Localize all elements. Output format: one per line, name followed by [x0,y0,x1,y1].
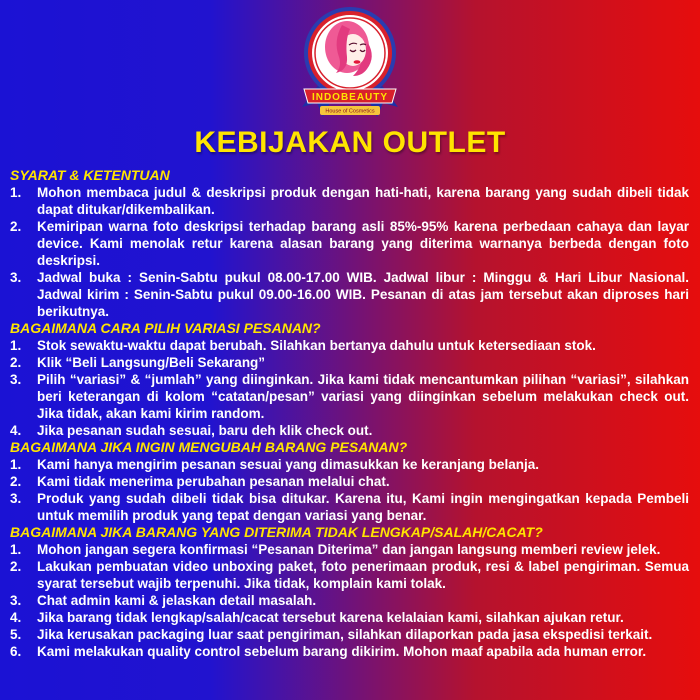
list-item [10,371,689,422]
item-number: 1. [10,338,22,353]
item-number: 3. [10,593,22,608]
list-item [10,184,689,218]
item-number: 1. [10,542,22,557]
item-text: Pilih “variasi” & “jumlah” yang diinginkan. Jika kami tidak mencantumkan pilihan “variasi”, silahkan beri keterangan di kolom “catatan/pesan” variasi yang diinginkan sebelum melakukan check out. Jika tidak, akan kami kirim random. [37,372,689,421]
list-item [10,218,689,269]
list-item [10,422,689,439]
list-item [10,473,689,490]
item-number: 4. [10,610,22,625]
list-item [10,558,689,592]
item-text: Jika pesanan sudah sesuai, baru deh klik check out. [37,423,373,438]
section-syarat-ketentuan [10,167,689,320]
item-text: Lakukan pembuatan video unboxing paket, foto penerimaan produk, resi & label pengiriman. Semua syarat tersebut wajib terpenuhi. Jika tidak, komplain kami tolak. [37,559,689,591]
item-number: 6. [10,644,22,659]
list-item [10,456,689,473]
list-item [10,609,689,626]
brand-logo [0,0,700,123]
brand-tagline: House of Cosmetics [325,108,375,115]
page-title: KEBIJAKAN OUTLET [194,126,506,159]
item-text: Mohon jangan segera konfirmasi “Pesanan Diterima” dan jangan langsung memberi review jelek. [37,542,661,557]
item-text: Kemiripan warna foto deskripsi terhadap barang asli 85%-95% karena perbedaan cahaya dan layar device. Kami menolak retur karena alasan barang yang diterima warnanya berbeda dengan foto deskripsi. [37,219,689,268]
item-text: Klik “Beli Langsung/Beli Sekarang” [37,355,266,370]
item-text: Jadwal buka : Senin-Sabtu pukul 08.00-17.00 WIB. Jadwal libur : Minggu & Hari Libur Nasional. Jadwal kirim : Senin-Sabtu pukul 09.00-16.00 WIB. Pesanan di atas jam tersebut akan diproses hari berikutnya. [37,270,689,319]
item-number: 3. [10,491,22,506]
item-number: 1. [10,185,22,200]
list-item [10,269,689,320]
item-number: 5. [10,627,22,642]
item-number: 3. [10,270,22,285]
item-number: 2. [10,219,22,234]
section-mengubah-pesanan [10,439,689,524]
section-heading: BAGAIMANA JIKA INGIN MENGUBAH BARANG PESANAN? [10,439,408,455]
item-text: Mohon membaca judul & deskripsi produk dengan hati-hati, karena barang yang sudah dibeli tidak dapat ditukar/dikembalikan. [37,185,689,217]
section-barang-tidak-lengkap [10,524,689,660]
item-number: 2. [10,474,22,489]
item-number: 3. [10,372,22,387]
section-heading: BAGAIMANA JIKA BARANG YANG DITERIMA TIDAK LENGKAP/SALAH/CACAT? [10,524,543,540]
list-item [10,354,689,371]
item-number: 4. [10,423,22,438]
list-item [10,337,689,354]
indobeauty-logo-icon [290,5,410,123]
item-text: Kami tidak menerima perubahan pesanan melalui chat. [37,474,390,489]
brand-name: INDOBEAUTY [311,92,389,103]
item-number: 1. [10,457,22,472]
item-text: Chat admin kami & jelaskan detail masalah. [37,593,317,608]
item-number: 2. [10,355,22,370]
list-item [10,643,689,660]
policy-content [0,167,700,660]
section-heading: BAGAIMANA CARA PILIH VARIASI PESANAN? [10,320,321,336]
item-text: Jika barang tidak lengkap/salah/cacat tersebut karena kelalaian kami, silahkan ajukan retur. [37,610,624,625]
list-item [10,541,689,558]
item-text: Stok sewaktu-waktu dapat berubah. Silahkan bertanya dahulu untuk ketersediaan stok. [37,338,596,353]
item-text: Produk yang sudah dibeli tidak bisa ditukar. Karena itu, Kami ingin mengingatkan kepada Pembeli untuk memilih produk yang tepat dengan variasi yang benar. [37,491,689,523]
list-item [10,592,689,609]
list-item [10,626,689,643]
section-heading: SYARAT & KETENTUAN [10,167,170,183]
item-number: 2. [10,559,22,574]
item-text: Kami hanya mengirim pesanan sesuai yang dimasukkan ke keranjang belanja. [37,457,539,472]
item-text: Jika kerusakan packaging luar saat pengiriman, silahkan dilaporkan pada jasa ekspedisi terkait. [37,627,653,642]
list-item [10,490,689,524]
section-cara-pilih-variasi [10,320,689,439]
item-text: Kami melakukan quality control sebelum barang dikirim. Mohon maaf apabila ada human error. [37,644,647,659]
